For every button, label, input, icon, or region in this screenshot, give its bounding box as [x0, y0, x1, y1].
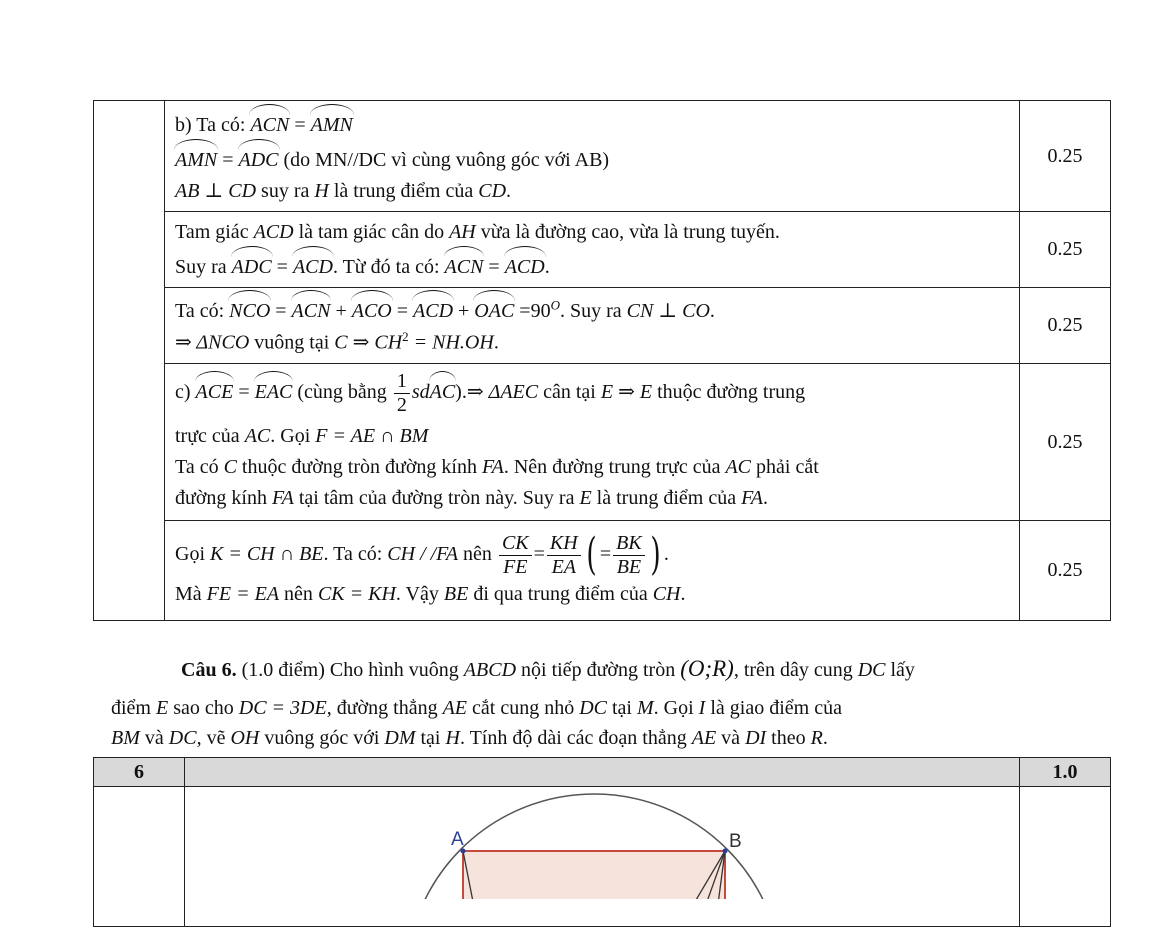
solution-content-cell — [165, 364, 1020, 521]
label-b: B — [729, 831, 742, 852]
empty-cell — [1020, 787, 1111, 927]
solution-content-cell — [165, 101, 1020, 212]
label-a: A — [451, 829, 464, 850]
solution-line: Ta có C thuộc đường tròn đường kính FA. Nên đường trung trực của AC phải cắt — [175, 456, 819, 478]
fraction: $\frac{KH}{EA}$ — [547, 532, 581, 579]
question-6-statement — [111, 650, 1081, 757]
question-line: BM và DC, vẽ OH vuông góc với DM tại H. Tính độ dài các đoạn thẳng AE và DI theo R. — [111, 727, 828, 749]
solution-line: c) ACE = EAC (cùng bằng $\frac{1}{2}$ sdAC).⇒ ΔAEC cân tại E ⇒ E thuộc đường trung — [175, 370, 806, 416]
solution-row — [94, 212, 1111, 288]
solution-table — [93, 100, 1111, 621]
empty-cell — [94, 787, 185, 927]
solution-line: AB ⊥ CD suy ra H là trung điểm của CD. — [175, 179, 512, 202]
solution-content-cell — [165, 521, 1020, 621]
question-6-answer-table — [93, 757, 1111, 927]
score-cell: 0.25 — [1020, 288, 1111, 364]
solution-line: AMN = ADC (do MN//DC vì cùng vuông góc với AB) — [175, 141, 1009, 176]
solution-row — [94, 288, 1111, 364]
solution-content-cell — [165, 212, 1020, 288]
solution-row — [94, 521, 1111, 621]
solution-row-c — [94, 364, 1111, 521]
answer-header-row — [94, 758, 1111, 787]
header-empty-cell — [185, 758, 1020, 787]
solution-row-b — [94, 101, 1111, 212]
score-cell: 0.25 — [1020, 101, 1111, 212]
square-abcd — [463, 851, 725, 899]
solution-line: Tam giác ACD là tam giác cân do AH vừa là đường cao, vừa là trung tuyến. — [175, 220, 780, 243]
solution-line: Ta có: NCO = ACN + ACO = ACD + OAC $=90^O$. Suy ra CN ⊥ CO. — [175, 292, 1009, 327]
solution-line: b) Ta có: ACN = AMN — [175, 106, 1009, 141]
score-cell: 0.25 — [1020, 364, 1111, 521]
fraction: $\frac{1}{2}$ — [394, 370, 410, 417]
solution-line: Mà FE = EA nên CK = KH. Vậy BE đi qua trung điểm của CH. — [175, 582, 686, 605]
fraction: $\frac{BK}{BE}$ — [613, 532, 645, 579]
geometry-figure — [185, 787, 1019, 899]
solution-line: trực của AC. Gọi F = AE ∩ BM — [175, 425, 429, 447]
solution-line: đường kính FA tại tâm của đường tròn này. Suy ra E là trung điểm của FA. — [175, 487, 768, 509]
fraction: $\frac{CK}{FE}$ — [499, 532, 532, 579]
solution-content-cell — [165, 288, 1020, 364]
solution-line: ⇒ ΔNCO vuông tại C ⇒ $CH^2 = NH.OH$. — [175, 329, 499, 354]
solution-line: Gọi K = CH ∩ BE. Ta có: CH / /FA nên $\frac{CK}{FE}$ = $\frac{KH}{EA}$ ( = $\frac{BK}{BE}$ ) . — [175, 529, 669, 580]
score-cell: 0.25 — [1020, 521, 1111, 621]
question-line: điểm E sao cho DC = 3DE, đường thẳng AE cắt cung nhỏ DC tại M. Gọi I là giao điểm của — [111, 697, 842, 719]
score-cell: 0.25 — [1020, 212, 1111, 288]
answer-figure-row — [94, 787, 1111, 927]
solution-line: Suy ra ADC = ACD. Từ đó ta có: ACN = ACD. — [175, 248, 1009, 283]
question-number-cell — [94, 101, 165, 621]
total-score: 1.0 — [1020, 758, 1111, 787]
question-number: 6 — [94, 758, 185, 787]
figure-cell — [185, 787, 1020, 927]
point-b — [723, 849, 728, 854]
question-line: Câu 6. (1.0 điểm) Cho hình vuông ABCD nội tiếp đường tròn (O;R), trên dây cung DC lấy — [181, 656, 915, 681]
